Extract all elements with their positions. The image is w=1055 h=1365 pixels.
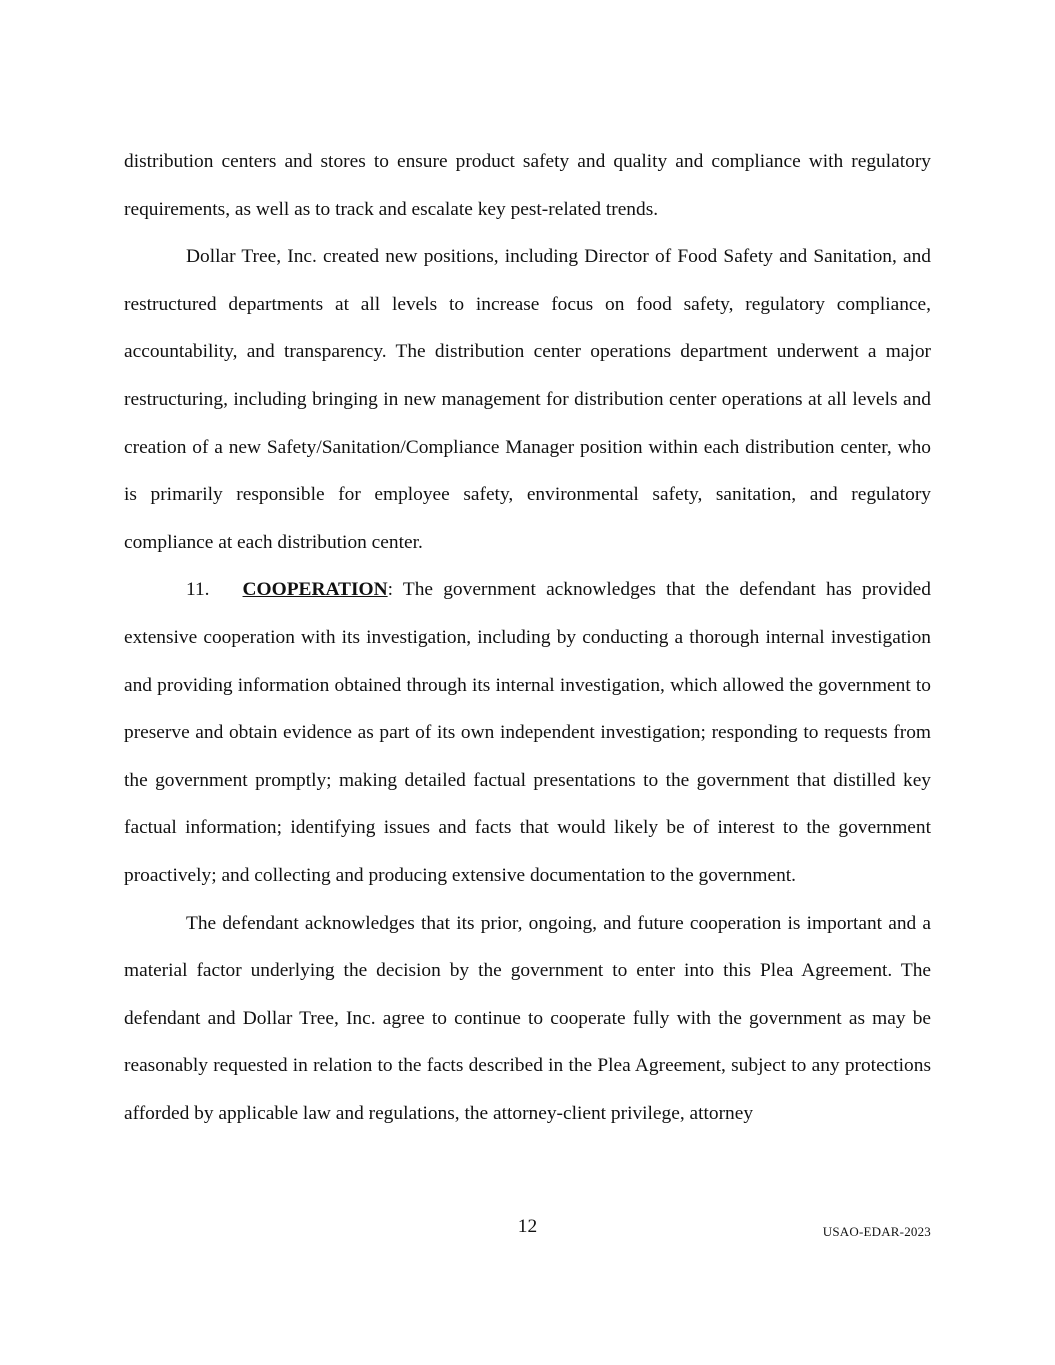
- document-id: USAO-EDAR-2023: [822, 1224, 931, 1239]
- document-body: [124, 138, 931, 1137]
- paragraph-new-positions: Dollar Tree, Inc. created new positions, including Director of Food Safety and Sanitation, and restructured departments at all levels to increase focus on food safety, regulatory compliance, accountability, and transparency. The distribution center operations department underwent a major restructuring, including bringing in new management for distribution center operations at all levels and creation of a new Safety/Sanitation/Compliance Manager position within each distribution center, who is primarily responsible for employee safety, environmental safety, sanitation, and regulatory compliance at each distribution center.: [124, 246, 931, 553]
- section-heading-cooperation: COOPERATION: [242, 579, 388, 601]
- paragraph-cooperation: [124, 566, 931, 899]
- paragraph-acknowledgement: The defendant acknowledges that its prior, ongoing, and future cooperation is important and a material factor underlying the decision by the government to enter into this Plea Agreement. The defendant and Dollar Tree, Inc. agree to continue to cooperate fully with the government as may be reasonably requested in relation to the facts described in the Plea Agreement, subject to any protections afforded by applicable law and regulations, the attorney-client privilege, attorney: [124, 912, 931, 1124]
- paragraph-number: 11.: [186, 579, 210, 601]
- page-number: 12: [517, 1216, 538, 1237]
- paragraph-continuation: distribution centers and stores to ensure product safety and quality and compliance with regulatory requirements, as well as to track and escalate key pest-related trends.: [124, 151, 931, 220]
- cooperation-body: : The government acknowledges that the defendant has provided extensive cooperation with its investigation, including by conducting a thorough internal investigation and providing information obtained through its internal investigation, which allowed the government to preserve and obtain evidence as part of its own independent investigation; responding to requests from the government promptly; making detailed factual presentations to the government that distilled key factual information; identifying issues and facts that would likely be of interest to the government proactively; and collecting and producing extensive documentation to the government.: [124, 579, 931, 886]
